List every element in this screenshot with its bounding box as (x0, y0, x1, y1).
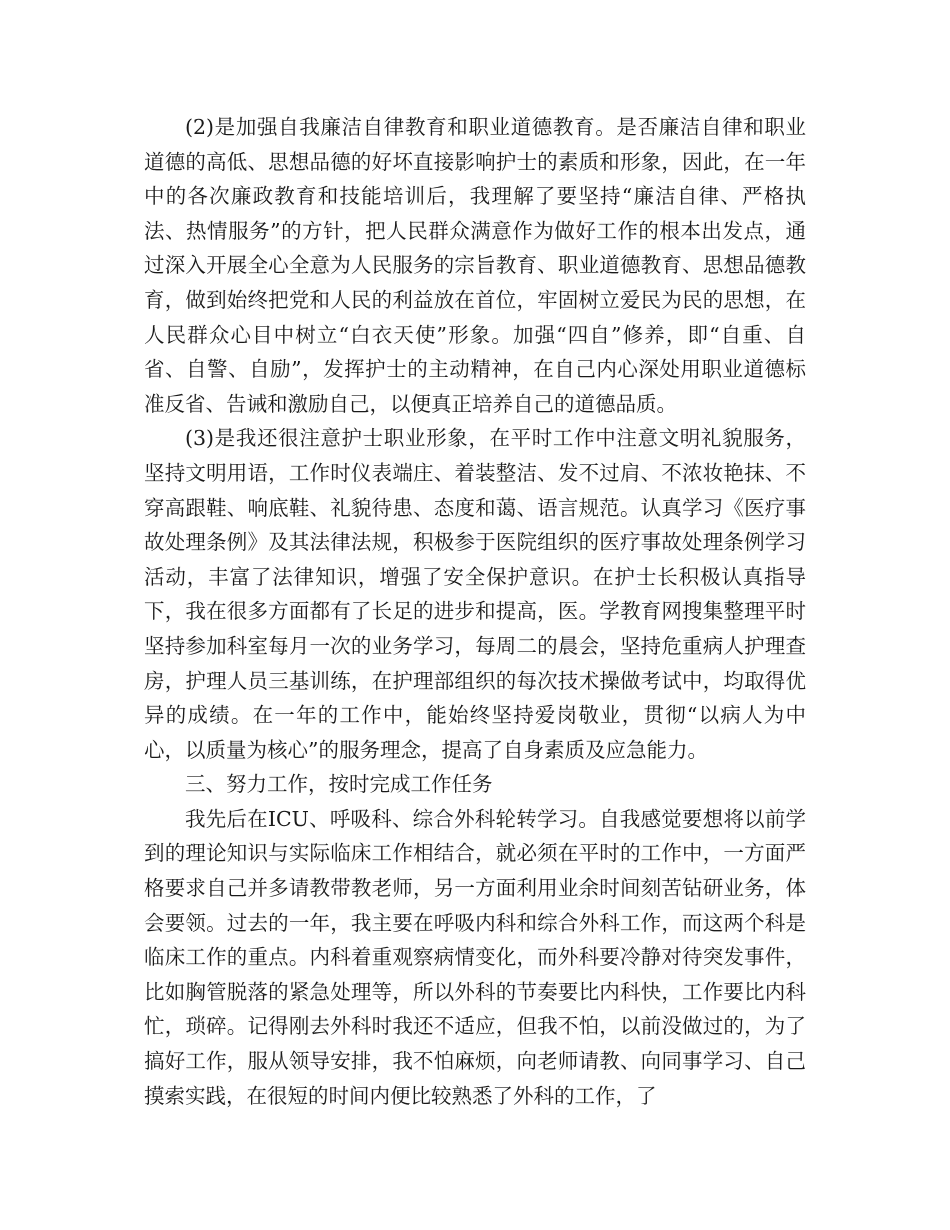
paragraph-rotation-study: 我先后在ICU、呼吸科、综合外科轮转学习。自我感觉要想将以前学到的理论知识与实际临床工作相结合，就必须在平时的工作中，一方面严格要求自己并多请教带教老师，另一方面利用业余时间刻苦钻研业务，体会要领。过去的一年，我主要在呼吸内科和综合外科工作，而这两个科是临床工作的重点。内科着重观察病情变化，而外科要冷静对待突发事件，比如胸管脱落的紧急处理等，所以外科的节奏要比内科快，工作要比内科忙，琐碎。记得刚去外科时我还不适应，但我不怕，以前没做过的，为了搞好工作，服从领导安排，我不怕麻烦，向老师请教、向同事学习、自己摸索实践，在很短的时间内便比较熟悉了外科的工作，了 (144, 806, 806, 1108)
document-page (144, 110, 806, 1113)
paragraph-professional-image: (3)是我还很注意护士职业形象，在平时工作中注意文明礼貌服务，坚持文明用语，工作时仪表端庄、着装整洁、发不过肩、不浓妆艳抹、不穿高跟鞋、响底鞋、礼貌待患、态度和蔼、语言规范。认真学习《医疗事故处理条例》及其法律法规，积极参于医院组织的医疗事故处理条例学习活动，丰富了法律知识，增强了安全保护意识。在护士长积极认真指导下，我在很多方面都有了长足的进步和提高，医。学教育网搜集整理平时坚持参加科室每月一次的业务学习，每周二的晨会，坚持危重病人护理查房，护理人员三基训练，在护理部组织的每次技术操做考试中，均取得优异的成绩。在一年的工作中，能始终坚持爱岗敬业，贯彻“以病人为中心，以质量为核心”的服务理念，提高了自身素质及应急能力。 (144, 426, 806, 762)
section-heading: 三、努力工作，按时完成工作任务 (185, 772, 493, 797)
paragraph-self-discipline: (2)是加强自我廉洁自律教育和职业道德教育。是否廉洁自律和职业道德的高低、思想品德的好坏直接影响护士的素质和形象，因此，在一年中的各次廉政教育和技能培训后，我理解了要坚持“廉洁自律、严格执法、热情服务”的方针，把人民群众满意作为做好工作的根本出发点，通过深入开展全心全意为人民服务的宗旨教育、职业道德教育、思想品德教育，做到始终把党和人民的利益放在首位，牢固树立爱民为民的思想，在人民群众心目中树立“白衣天使”形象。加强“四自”修养，即“自重、自省、自警、自励”，发挥护士的主动精神，在自己内心深处用职业道德标准反省、告诫和激励自己，以便真正培养自己的道德品质。 (144, 115, 806, 416)
